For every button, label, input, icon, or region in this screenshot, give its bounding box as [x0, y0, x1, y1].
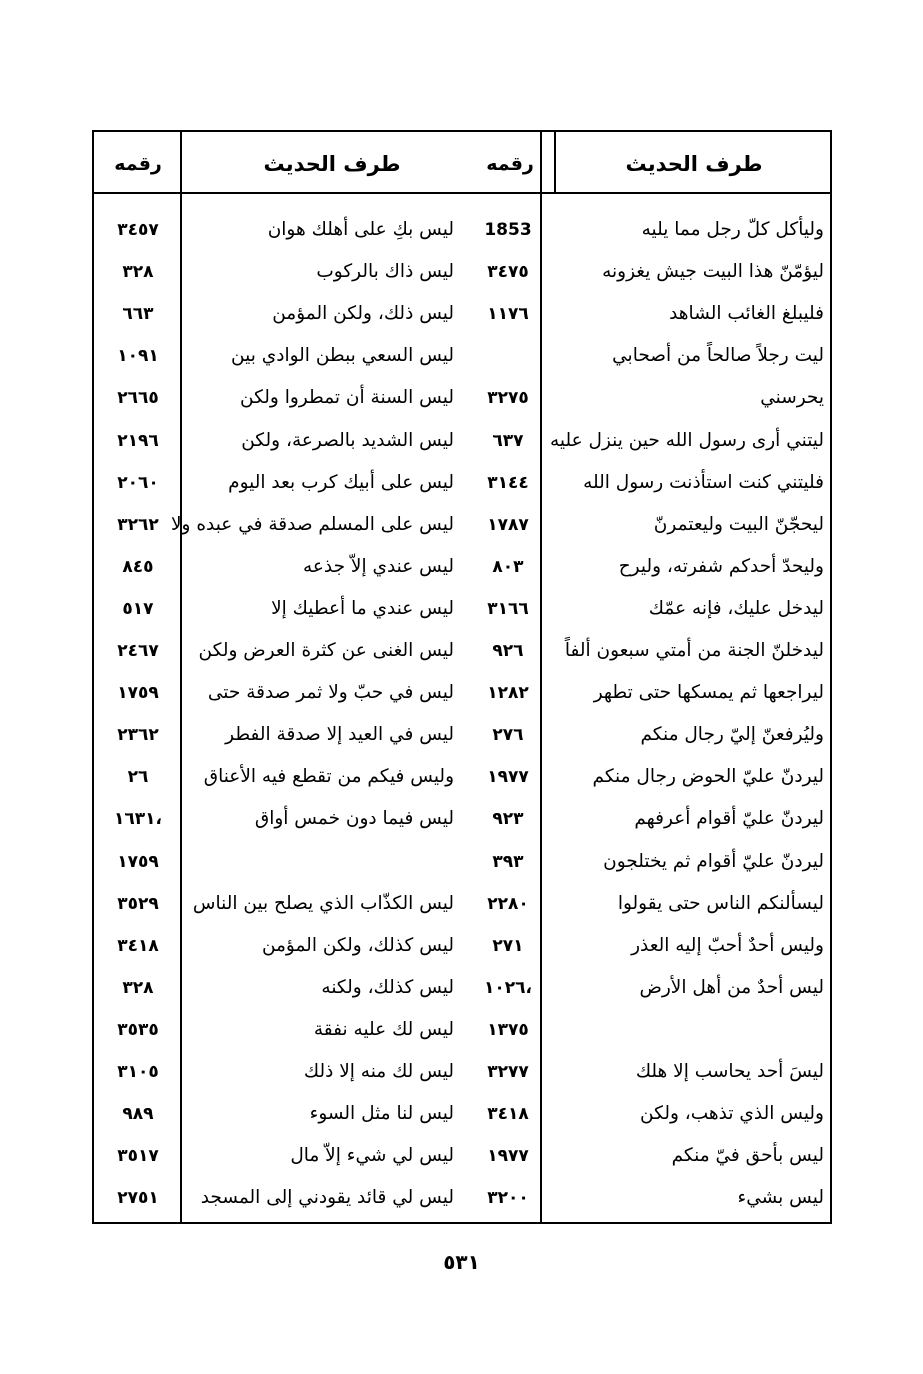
header-right-num: رقمه — [486, 153, 534, 175]
left-hadith-number: ٣٥٣٥ — [117, 1020, 159, 1040]
right-hadith-text: يحرسني — [760, 387, 824, 408]
left-hadith-number: ٦٦٣ — [122, 304, 154, 324]
right-hadith-number: ٢٢٨٠ — [487, 894, 529, 914]
left-hadith-number: ٢٦٦٥ — [117, 388, 159, 408]
left-hadith-number: ٨٤٥ — [122, 557, 154, 577]
left-hadith-text: ليس عندي إلاّ جذعه — [302, 556, 454, 577]
header-left-num: رقمه — [114, 153, 162, 175]
left-hadith-number: ٢١٩٦ — [117, 431, 159, 451]
right-hadith-text: ليس بأحق فيّ منكم — [671, 1145, 824, 1166]
left-hadith-text: ليس لي شيء إلاّ مال — [290, 1145, 454, 1166]
left-hadith-text: ليس لك منه إلا ذلك — [303, 1061, 454, 1082]
right-hadith-number: ١٩٧٧ — [487, 1146, 529, 1166]
right-hadith-number: ٨٠٣ — [492, 557, 524, 577]
right-hadith-number — [466, 338, 550, 374]
right-hadith-number: ٦٣٧ — [492, 431, 524, 451]
left-hadith-number: ٣٤٥٧ — [117, 220, 159, 240]
right-hadith-text: ليردنّ عليّ الحوض رجال منكم — [592, 766, 824, 787]
left-hadith-number: ١٦٣١، — [114, 809, 162, 829]
right-hadith-number: ١١٧٦ — [487, 304, 529, 324]
right-hadith-text: فليتني كنت استأذنت رسول الله — [583, 472, 824, 493]
right-hadith-text: وليأكل كلّ رجل مما يليه — [641, 219, 824, 240]
right-hadith-text: ليت رجلاً صالحاً من أصحابي — [612, 345, 824, 366]
left-hadith-number: ٢٠٦٠ — [117, 473, 159, 493]
header-right-text: طرف الحديث — [625, 152, 763, 176]
left-hadith-text: وليس فيكم من تقطع فيه الأعناق — [203, 766, 454, 787]
right-hadith-text: ليس أحدٌ من أهل الأرض — [639, 977, 824, 998]
right-hadith-text: وليحدّ أحدكم شفرته، وليرح — [618, 556, 824, 577]
left-hadith-number: ١٠٩١ — [117, 346, 159, 366]
right-hadith-number: ١٢٨٢ — [487, 683, 529, 703]
left-hadith-number: ١٧٥٩ — [117, 852, 159, 872]
right-hadith-text: ليراجعها ثم يمسكها حتى تطهر — [593, 682, 824, 703]
page-number: ٥٣١ — [443, 1250, 480, 1274]
left-hadith-number: ٢٦ — [127, 767, 149, 787]
left-hadith-number: ٣٢٦٢ — [117, 515, 159, 535]
right-hadith-number: ١٩٧٧ — [487, 767, 529, 787]
right-hadith-text: ليحجّنّ البيت وليعتمرنّ — [653, 514, 824, 535]
right-hadith-number: ٣٢٧٥ — [487, 388, 529, 408]
left-hadith-text: ليس السعي ببطن الوادي بين — [231, 345, 454, 366]
right-hadith-text: ليسألنكم الناس حتى يقولوا — [617, 893, 824, 914]
right-hadith-number: ٩٢٣ — [492, 809, 524, 829]
left-hadith-number: ٣٥١٧ — [117, 1146, 159, 1166]
left-hadith-text: ليس بكِ على أهلك هوان — [267, 219, 454, 240]
right-hadith-number: ٢٧٦ — [492, 725, 524, 745]
left-hadith-text: ليس لنا مثل السوء — [309, 1103, 454, 1124]
left-hadith-text: ليس الغنى عن كثرة العرض ولكن — [198, 640, 454, 661]
right-hadith-text: ليؤمّنّ هذا البيت جيش يغزونه — [602, 261, 824, 282]
left-hadith-text: ليس السنة أن تمطروا ولكن — [239, 387, 454, 408]
right-hadith-text: فليبلغ الغائب الشاهد — [669, 303, 824, 324]
left-hadith-number: ٣٢٨ — [122, 262, 154, 282]
right-hadith-text: ليدخل عليك، فإنه عمّك — [648, 598, 824, 619]
left-hadith-number: ٢٤٦٧ — [117, 641, 159, 661]
left-hadith-text: ليس كذلك، ولكنه — [321, 977, 454, 998]
right-hadith-text: ليسَ أحد يحاسب إلا هلك — [635, 1061, 824, 1082]
left-hadith-number: ٣٤١٨ — [117, 936, 159, 956]
left-hadith-text: ليس في العيد إلا صدقة الفطر — [225, 724, 454, 745]
right-hadith-number: ١٠٢٦، — [484, 978, 532, 998]
right-hadith-text: وليس أحدٌ أحبّ إليه العذر — [631, 935, 824, 956]
right-hadith-number: ١٣٧٥ — [487, 1020, 529, 1040]
left-hadith-text: ليس الكذّاب الذي يصلح بين الناس — [192, 893, 454, 914]
right-hadith-number: ٣١٦٦ — [487, 599, 529, 619]
left-hadith-text: ليس في حبّ ولا ثمر صدقة حتى — [207, 682, 454, 703]
right-hadith-number: ٣٤١٨ — [487, 1104, 529, 1124]
right-hadith-text: وليُرفعنّ إليّ رجال منكم — [640, 724, 824, 745]
left-hadith-number: ٣١٠٥ — [117, 1062, 159, 1082]
right-hadith-text: وليس الذي تذهب، ولكن — [640, 1103, 824, 1124]
left-hadith-number: ٥١٧ — [122, 599, 154, 619]
right-hadith-number: ٣٩٣ — [492, 852, 524, 872]
right-hadith-number: ٣٢٠٠ — [487, 1188, 529, 1208]
left-hadith-text: ليس على المسلم صدقة في عبده ولا — [170, 514, 454, 535]
left-hadith-text: ليس ذلك، ولكن المؤمن — [272, 303, 454, 324]
right-hadith-number: ٩٢٦ — [492, 641, 524, 661]
left-hadith-number: ٢٣٦٢ — [117, 725, 159, 745]
right-hadith-text — [558, 1012, 824, 1048]
header-divider — [94, 192, 830, 194]
left-hadith-number: ٢٧٥١ — [117, 1188, 159, 1208]
left-hadith-text: ليس لك عليه نفقة — [313, 1019, 454, 1040]
left-num-divider — [180, 132, 182, 1222]
left-hadith-number: ١٧٥٩ — [117, 683, 159, 703]
left-hadith-text: ليس ذاك بالركوب — [316, 261, 454, 282]
left-hadith-text: ليس فيما دون خمس أواق — [254, 808, 454, 829]
header-left-text: طرف الحديث — [263, 152, 401, 176]
right-hadith-number: ٣٤٧٥ — [487, 262, 529, 282]
right-hadith-number: ٣٢٧٧ — [487, 1062, 529, 1082]
right-hadith-text: ليس بشيء — [737, 1187, 824, 1208]
right-hadith-text: ليردنّ عليّ أقوام ثم يختلجون — [603, 851, 824, 872]
right-hadith-text: ليتني أرى رسول الله حين ينزل عليه — [549, 430, 824, 451]
left-hadith-text: ليس على أبيك كرب بعد اليوم — [228, 472, 454, 493]
right-hadith-number: 1853 — [484, 220, 532, 240]
left-hadith-text — [184, 844, 454, 880]
left-hadith-number: ٩٨٩ — [122, 1104, 154, 1124]
left-hadith-number: ٣٥٢٩ — [117, 894, 159, 914]
left-hadith-text: ليس الشديد بالصرعة، ولكن — [241, 430, 454, 451]
left-hadith-text: ليس لي قائد يقودني إلى المسجد — [200, 1187, 454, 1208]
right-hadith-number: ٣١٤٤ — [487, 473, 529, 493]
right-hadith-number: ١٧٨٧ — [487, 515, 529, 535]
right-hadith-text: ليدخلنّ الجنة من أمتي سبعون ألفاً — [564, 640, 824, 661]
left-hadith-number: ٣٢٨ — [122, 978, 154, 998]
left-hadith-text: ليس عندي ما أعطيك إلا — [271, 598, 454, 619]
right-hadith-text: ليردنّ عليّ أقوام أعرفهم — [634, 808, 824, 829]
right-hadith-number: ٢٧١ — [492, 936, 524, 956]
left-hadith-text: ليس كذلك، ولكن المؤمن — [261, 935, 454, 956]
index-table — [92, 130, 832, 1224]
